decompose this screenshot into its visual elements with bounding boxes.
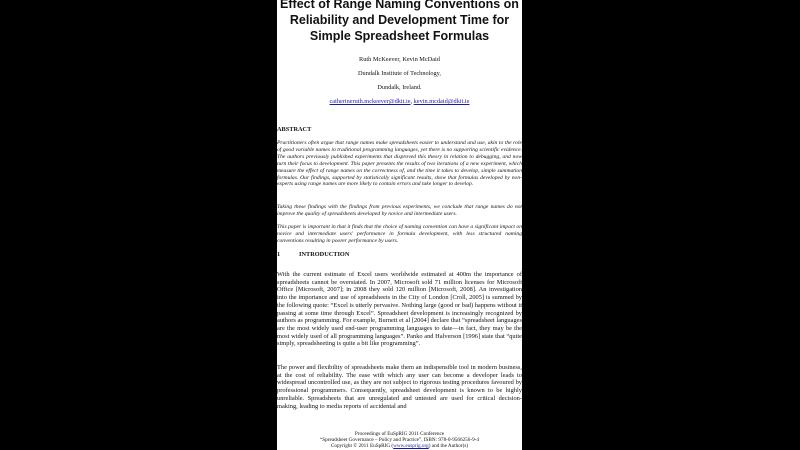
intro-paragraph-1: With the current estimate of Excel users worldwide estimated at 400m the importance of spreadsheets cannot be overstated. In 2007, Microsoft sold 71 million licenses for Microsoft Office [Microsoft, 2007]; in 2008 they sold 120 million [Microsoft, 2008]. An investigation into the importance and use of spreadsheets in the City of London [Croll, 2005] is summed by the following quote: “Excel is utterly pervasive. Nothing large (good or bad) happens without it passing at some time through Excel”. Spreadsheet development is increasingly recognized by authors as programming. For example, Burnett et al [2004] declare that “spreadsheet languages are the most widely used end-user programming languages to date—in fact, they may be the most widely used of all programming languages”. Panko and Halverson [1996] state that “quite simply, spreadsheeting is quite a bit like programming”. <box>277 271 522 348</box>
author-emails <box>277 98 522 106</box>
footer-copyright-text: Copyright © 2011 EuSpRIG ( <box>330 443 394 449</box>
eusprig-link[interactable]: www.eusprig.org <box>393 443 429 449</box>
abstract-paragraph-3: This paper is important in that it finds that the choice of naming convention can have a significant impact on novice and intermediate users' performance in formula development, with less structured naming conventions resulting in poorer performance by users. <box>277 224 522 244</box>
footer-copyright-suffix: ) and the Author(s) <box>428 443 469 449</box>
section-heading: INTRODUCTION <box>299 251 350 258</box>
abstract-heading: ABSTRACT <box>277 126 312 133</box>
paper-location: Dundalk, Ireland. <box>377 84 422 91</box>
footer-isbn: “Spreadsheet Governance – Policy and Practice”, ISBN: 978-0-9566256-9-4 <box>319 437 480 443</box>
email-separator: , <box>410 98 414 105</box>
paper-title: Effect of Range Naming Conventions on Reliability and Development Time for Simple Spreadsheet Formulas <box>280 0 519 43</box>
intro-paragraph-2: The power and flexibility of spreadsheets make them an indispensible tool in modern business, at the cost of reliability. The ease with which any user can become a developer leads to widespread uncontrolled use, as they are not subject to rigorous testing procedures favoured by professional programmers. Consequently, spreadsheet development is known to be highly unreliable. Spreadsheets that are unregulated and untested are used for critical decision-making, leading to media reports of accidental and <box>277 364 522 410</box>
paper-authors: Ruth McKeever, Kevin McDaid <box>359 56 440 63</box>
section-number: 1 <box>277 251 281 258</box>
footer-copyright <box>277 443 522 449</box>
abstract-paragraph-2: Taking these findings with the findings from previous experiments, we conclude that range names do not improve the quality of spreadsheets developed by novice and intermediate users. <box>277 204 522 217</box>
abstract-paragraph-1: Practitioners often argue that range names make spreadsheets easier to understand and use, akin to the role of good variable names in traditional programming languages, yet there is no supporting scientific evidence. The authors previously published experiments that disproved this theory in relation to debugging, and now turn their focus to development. This paper presents the results of two iterations of a new experiment, which measure the effect of range names on the correctness of, and the time it takes to develop, simple summation formulas. Our findings, supported by statistically significant results, show that formulas developed by non-experts using range names are more likely to contain errors and take longer to develop. <box>277 140 522 188</box>
email-link-2[interactable]: kevin.mcdaid@dkit.ie <box>413 98 470 105</box>
email-link-1[interactable]: catherineruth.mckeever@dkit.ie <box>329 98 411 105</box>
footer-proceedings: Proceedings of EuSpRIG 2011 Conference <box>354 431 445 437</box>
paper-affiliation: Dundalk Institute of Technology, <box>358 70 441 77</box>
document-page <box>277 0 522 450</box>
